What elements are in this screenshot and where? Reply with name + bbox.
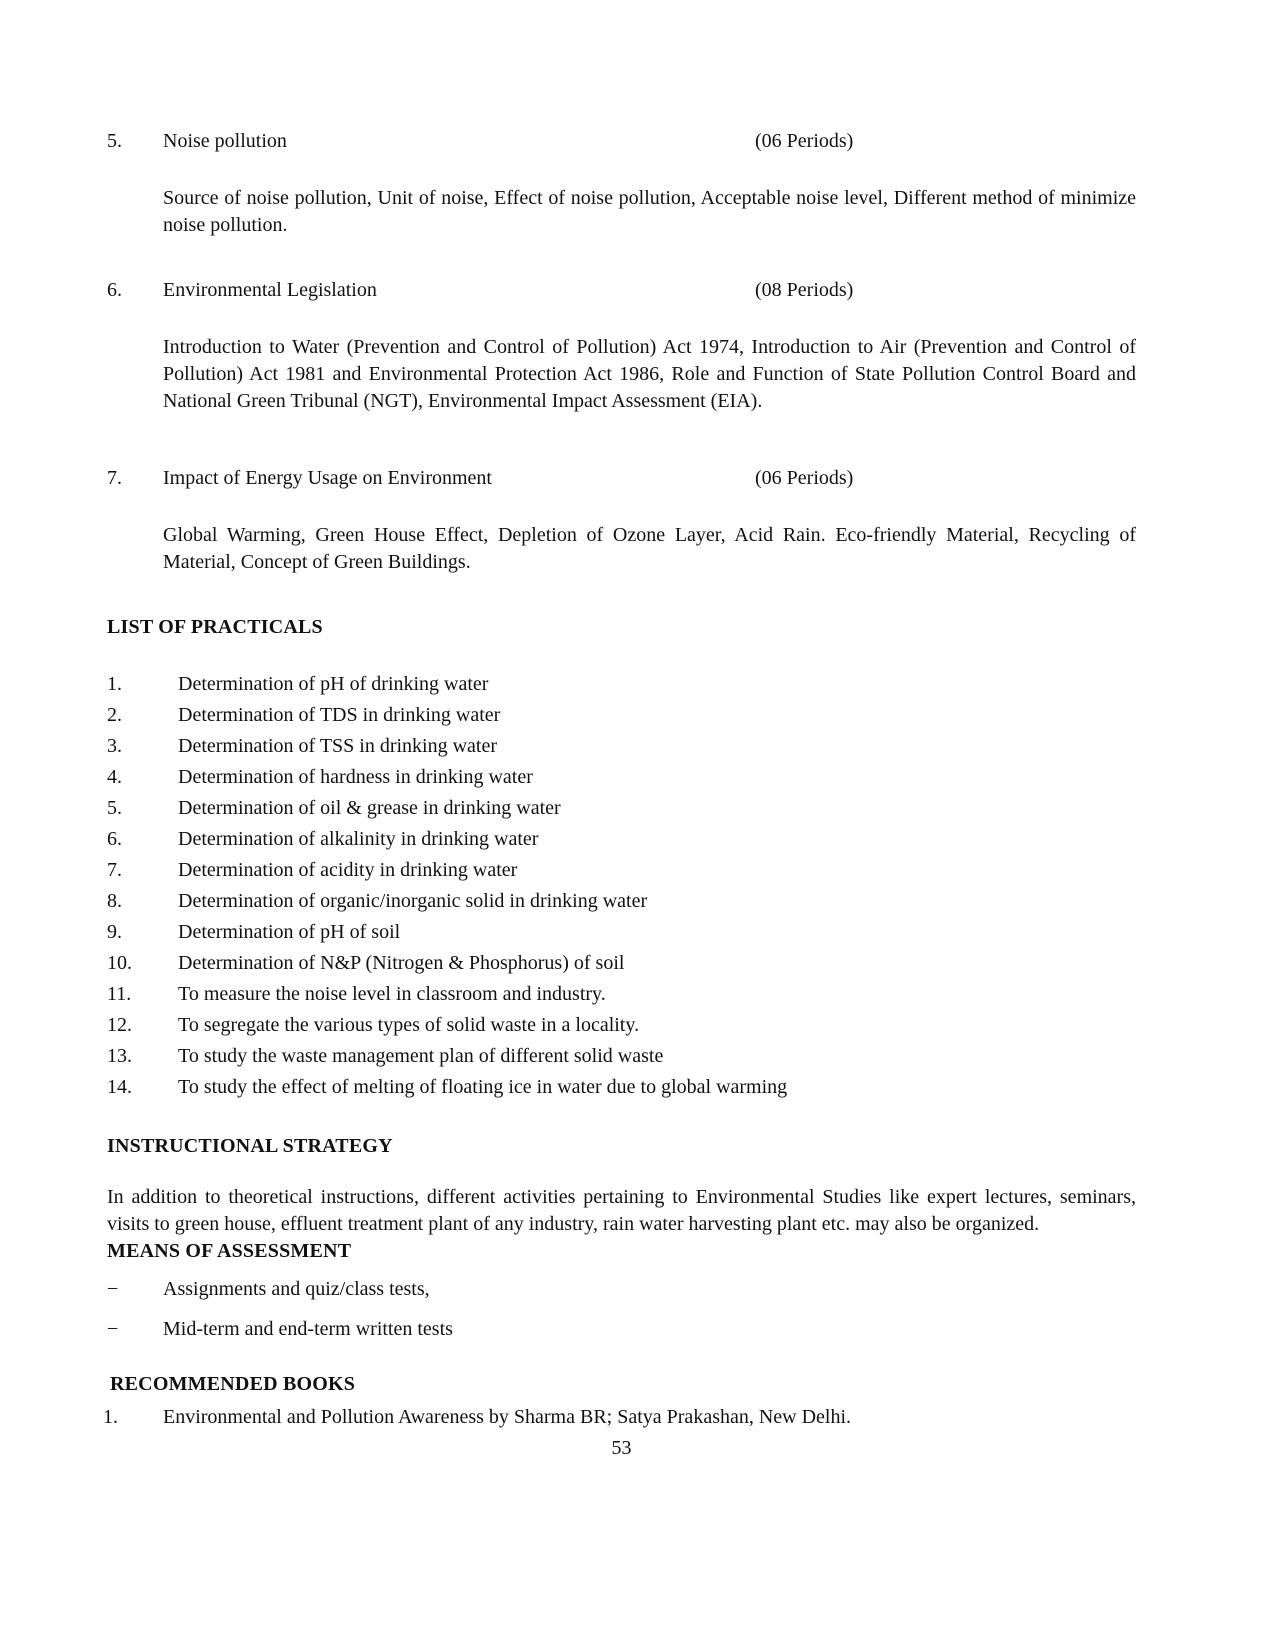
unit-description: Source of noise pollution, Unit of noise, Effect of noise pollution, Acceptable noise level, Different method of minimize noise pollution. <box>163 187 1136 236</box>
means-of-assessment-heading: MEANS OF ASSESSMENT <box>107 1240 352 1262</box>
unit-title: Noise pollution <box>163 130 287 152</box>
practical-item <box>107 793 1136 824</box>
practical-item <box>107 762 1136 793</box>
practical-number: 2. <box>107 704 122 726</box>
unit-number: 7. <box>107 467 122 489</box>
unit-periods: (06 Periods) <box>755 130 854 152</box>
means-of-assessment-list <box>107 1274 1136 1345</box>
practicals-heading: LIST OF PRACTICALS <box>107 616 323 638</box>
unit-number: 6. <box>107 279 122 301</box>
practical-item <box>107 948 1136 979</box>
assessment-text: Mid-term and end-term written tests <box>163 1318 453 1340</box>
practical-text: Determination of TSS in drinking water <box>178 735 498 757</box>
practical-number: 13. <box>107 1045 132 1067</box>
practical-number: 11. <box>107 983 132 1005</box>
practical-text: Determination of N&P (Nitrogen & Phosphorus) of soil <box>178 952 625 974</box>
practical-number: 1. <box>107 673 122 695</box>
page-number: 53 <box>611 1437 632 1459</box>
practical-text: Determination of acidity in drinking water <box>178 859 518 881</box>
unit-block <box>107 128 1136 239</box>
practical-item <box>107 855 1136 886</box>
practical-number: 3. <box>107 735 122 757</box>
practical-item <box>107 1072 1136 1103</box>
unit-description: Global Warming, Green House Effect, Depletion of Ozone Layer, Acid Rain. Eco-friendly Material, Recycling of Material, Concept of Green Buildings. <box>163 524 1136 573</box>
practical-text: To study the waste management plan of different solid waste <box>178 1045 664 1067</box>
unit-number: 5. <box>107 130 122 152</box>
practical-number: 5. <box>107 797 122 819</box>
practical-item <box>107 700 1136 731</box>
practical-item <box>107 731 1136 762</box>
book-item <box>103 1402 1136 1433</box>
practical-text: To study the effect of melting of floating ice in water due to global warming <box>178 1076 788 1098</box>
recommended-books-list <box>103 1402 1136 1433</box>
practical-text: Determination of pH of drinking water <box>178 673 489 695</box>
practical-number: 8. <box>107 890 122 912</box>
practical-number: 4. <box>107 766 122 788</box>
practical-text: Determination of oil & grease in drinking water <box>178 797 561 819</box>
practical-item <box>107 1010 1136 1041</box>
practical-item <box>107 669 1136 700</box>
unit-heading-row <box>107 277 1136 304</box>
practical-number: 9. <box>107 921 122 943</box>
practical-item <box>107 917 1136 948</box>
unit-periods: (06 Periods) <box>755 467 854 489</box>
assessment-item <box>107 1274 1136 1305</box>
practical-text: Determination of hardness in drinking water <box>178 766 533 788</box>
unit-heading-row <box>107 465 1136 492</box>
practical-number: 10. <box>107 952 132 974</box>
units-section <box>107 128 1136 576</box>
assessment-text: Assignments and quiz/class tests, <box>163 1278 430 1300</box>
assessment-item <box>107 1314 1136 1345</box>
practical-number: 12. <box>107 1014 132 1036</box>
practicals-list <box>107 669 1136 1103</box>
practical-text: Determination of alkalinity in drinking water <box>178 828 539 850</box>
instructional-strategy-body: In addition to theoretical instructions, different activities pertaining to Environmental Studies like expert lectures, seminars, visits to green house, effluent treatment plant of any industry, rain water harvesting plant etc. may also be organized. <box>107 1186 1136 1235</box>
practical-item <box>107 886 1136 917</box>
instructional-strategy-heading: INSTRUCTIONAL STRATEGY <box>107 1135 393 1157</box>
dash-bullet: − <box>107 1318 119 1340</box>
unit-block <box>107 277 1136 415</box>
unit-title: Environmental Legislation <box>163 279 377 301</box>
practical-number: 6. <box>107 828 122 850</box>
unit-title: Impact of Energy Usage on Environment <box>163 467 492 489</box>
book-number: 1. <box>103 1406 118 1428</box>
practical-number: 14. <box>107 1076 132 1098</box>
unit-heading-row <box>107 128 1136 155</box>
practical-item <box>107 979 1136 1010</box>
dash-bullet: − <box>107 1278 119 1300</box>
unit-block <box>107 465 1136 576</box>
unit-description: Introduction to Water (Prevention and Control of Pollution) Act 1974, Introduction to Air (Prevention and Control of Pollution) Act 1981 and Environmental Protection Act 1986, Role and Function of State Pollution Control Board and National Green Tribunal (NGT), Environmental Impact Assessment (EIA). <box>163 336 1136 412</box>
practical-text: Determination of TDS in drinking water <box>178 704 501 726</box>
practical-text: To measure the noise level in classroom and industry. <box>178 983 606 1005</box>
practical-text: Determination of organic/inorganic solid in drinking water <box>178 890 648 912</box>
practical-text: To segregate the various types of solid waste in a locality. <box>178 1014 640 1036</box>
practical-number: 7. <box>107 859 122 881</box>
practical-text: Determination of pH of soil <box>178 921 401 943</box>
practical-item <box>107 824 1136 855</box>
book-text: Environmental and Pollution Awareness by Sharma BR; Satya Prakashan, New Delhi. <box>163 1406 852 1428</box>
recommended-books-heading: RECOMMENDED BOOKS <box>110 1373 356 1395</box>
unit-periods: (08 Periods) <box>755 279 854 301</box>
practical-item <box>107 1041 1136 1072</box>
